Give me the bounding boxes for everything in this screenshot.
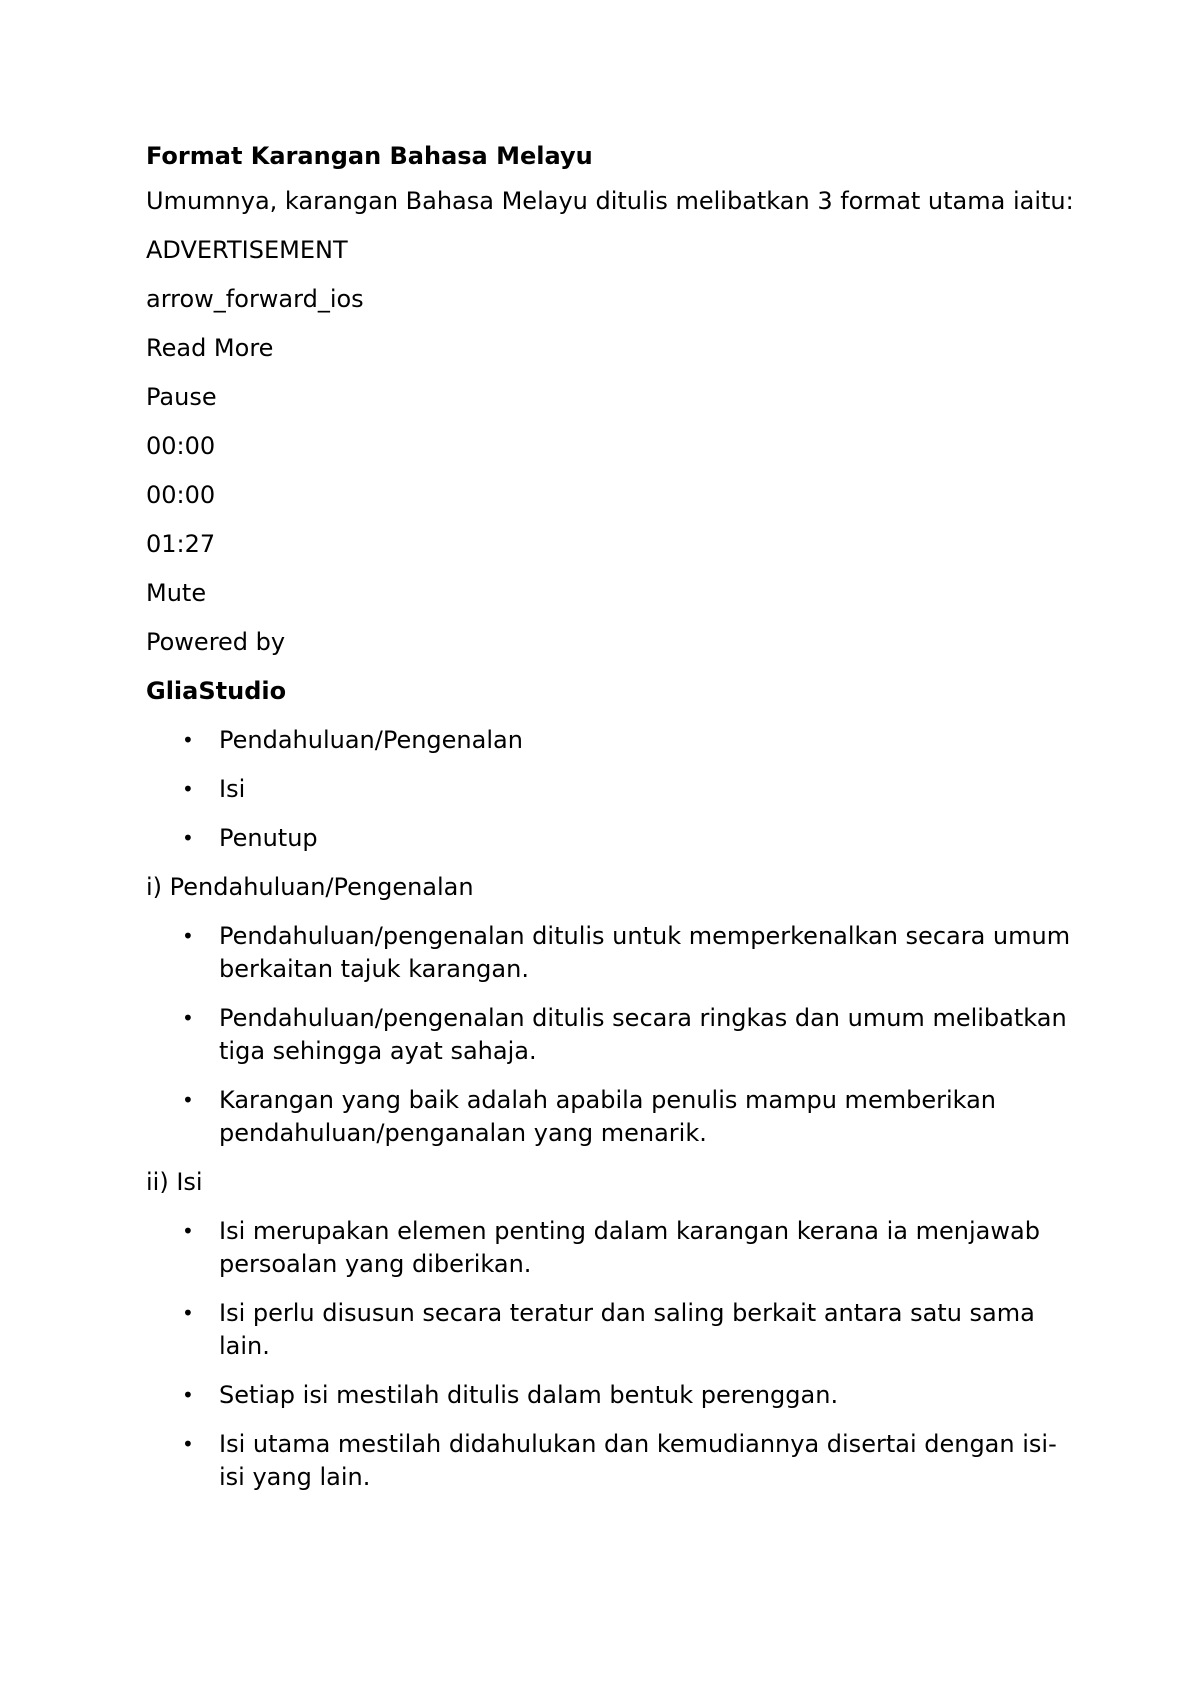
list-item: • Pendahuluan/pengenalan ditulis untuk memperkenalkan secara umum berkaitan tajuk karangan. [182,922,1071,983]
isi-points [146,1215,1076,1494]
list-item: • Isi utama mestilah didahulukan dan kemudiannya disertai dengan isi-isi yang lain. [182,1430,1057,1491]
list-item: • Isi perlu disusun secara teratur dan saling berkait antara satu sama lain. [182,1299,1035,1360]
read-more-link[interactable]: Read More [146,334,274,362]
list-item: • Isi merupakan elemen penting dalam karangan kerana ia menjawab persoalan yang diberikan. [182,1217,1040,1278]
elapsed-time: 00:00 [146,481,216,509]
video-duration: 01:27 [146,530,216,558]
brand-name[interactable]: GliaStudio [146,677,287,705]
current-time: 00:00 [146,432,216,460]
list-item: • Setiap isi mestilah ditulis dalam bentuk perenggan. [146,1379,1076,1412]
advertisement-label: ADVERTISEMENT [146,236,348,264]
bullet-icon: • [182,1301,194,1325]
page-title: Format Karangan Bahasa Melayu [146,142,593,170]
bullet-icon: • [182,826,194,850]
format-list [146,724,1076,855]
section-heading-isi: ii) Isi [146,1168,203,1196]
bullet-icon: • [182,1432,194,1456]
list-item: • Karangan yang baik adalah apabila penulis mampu memberikan pendahuluan/penganalan yang menarik. [182,1086,997,1147]
arrow-forward-text[interactable]: arrow_forward_ios [146,285,364,313]
bullet-icon: • [182,728,194,752]
bullet-icon: • [182,924,194,948]
list-item: • Pendahuluan/pengenalan ditulis secara ringkas dan umum melibatkan tiga sehingga ayat sahaja. [182,1004,1067,1065]
mute-button[interactable]: Mute [146,579,207,607]
bullet-icon: • [182,777,194,801]
list-item: • Penutup [146,822,1076,855]
powered-by-label: Powered by [146,628,286,656]
pendahuluan-points [146,920,1076,1150]
document-page [146,140,1076,1510]
bullet-icon: • [182,1088,194,1112]
section-heading-pendahuluan: i) Pendahuluan/Pengenalan [146,873,474,901]
list-item: • Pendahuluan/Pengenalan [146,724,1076,757]
bullet-icon: • [182,1219,194,1243]
list-item: • Isi [146,773,1076,806]
bullet-icon: • [182,1006,194,1030]
intro-paragraph: Umumnya, karangan Bahasa Melayu ditulis melibatkan 3 format utama iaitu: [146,187,1074,215]
pause-button[interactable]: Pause [146,383,217,411]
bullet-icon: • [182,1383,194,1407]
